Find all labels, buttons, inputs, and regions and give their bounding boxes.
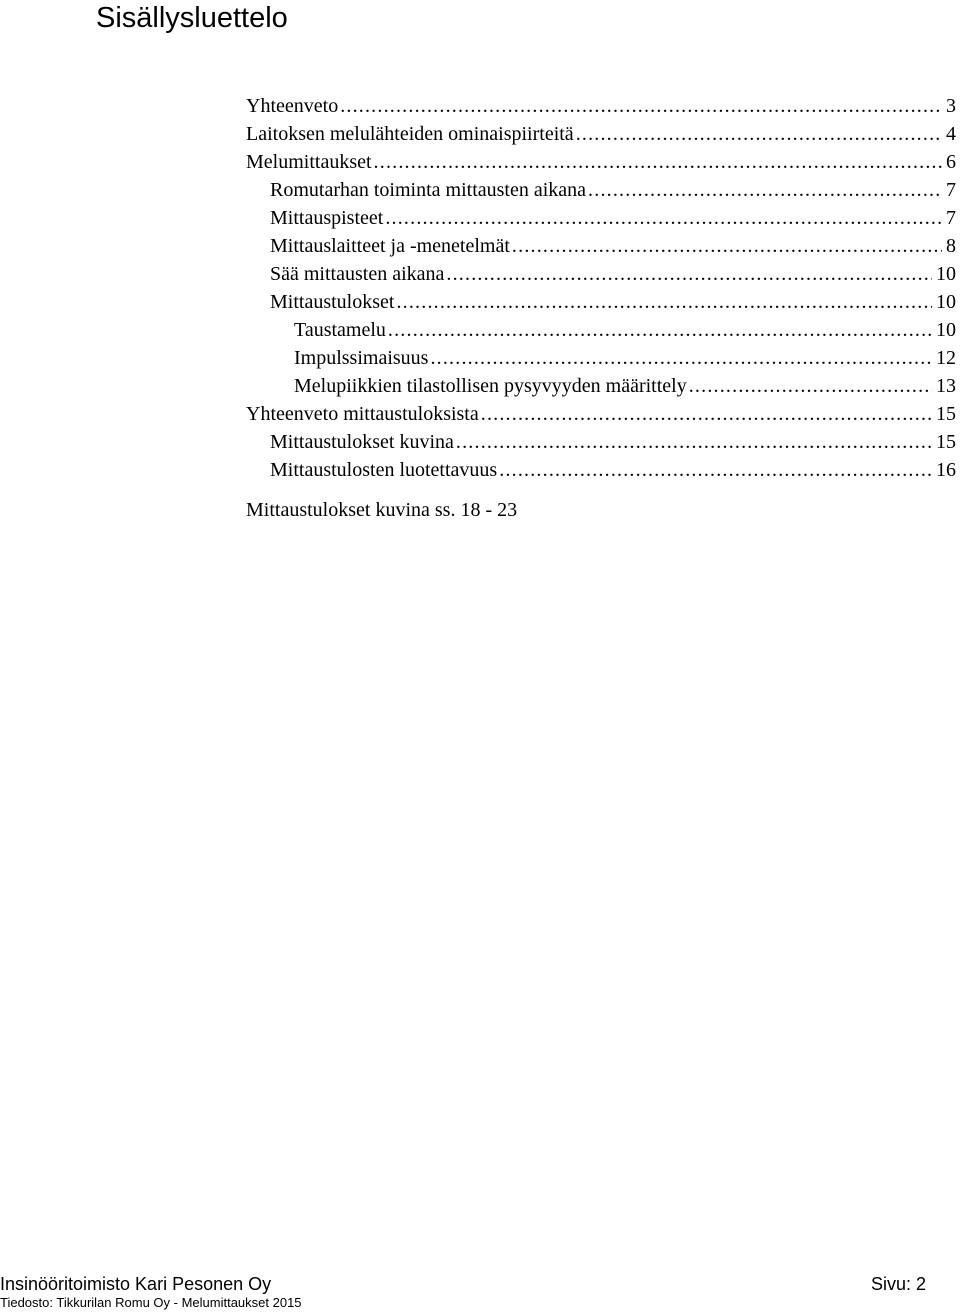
toc-dot-leader — [689, 372, 932, 400]
toc-entry-title: Mittauspisteet — [270, 207, 384, 229]
toc-dot-leader — [499, 456, 932, 484]
toc-entry-page: 7 — [946, 207, 956, 229]
toc-dot-leader — [456, 428, 932, 456]
toc-dot-leader — [588, 176, 942, 204]
toc-entry-page: 3 — [946, 95, 956, 117]
toc-entry-page: 16 — [936, 459, 956, 481]
toc-entry-page: 13 — [936, 375, 956, 397]
toc-entry-title: Melumittaukset — [246, 151, 372, 173]
toc-entry-melumittaukset[interactable] — [246, 148, 960, 176]
toc-entry-title: Mittauslaitteet ja -menetelmät — [270, 235, 510, 257]
toc-entry-title: Yhteenveto — [246, 95, 339, 117]
toc-entry-page: 12 — [936, 347, 956, 369]
toc-entry-page: 4 — [946, 123, 956, 145]
toc-dot-leader — [385, 204, 942, 232]
toc-dot-leader — [340, 92, 942, 120]
toc-entry-page: 10 — [936, 291, 956, 313]
toc-entry-page: 10 — [936, 263, 956, 285]
toc-dot-leader — [396, 288, 932, 316]
toc-dot-leader — [430, 344, 932, 372]
toc-entry-page: 10 — [936, 319, 956, 341]
toc-entry-title: Mittaustulokset — [270, 291, 395, 313]
toc-entry-melupiikit[interactable] — [246, 372, 960, 400]
toc-entry-luotettavuus[interactable] — [246, 456, 960, 484]
footer-file-name: Tiedosto: Tikkurilan Romu Oy - Melumittaukset 2015 — [0, 1295, 302, 1310]
toc-entry-romutarhan-toiminta[interactable] — [246, 176, 960, 204]
toc-entry-page: 7 — [946, 179, 956, 201]
toc-dot-leader — [512, 232, 942, 260]
toc-entry-impulssimaisuus[interactable] — [246, 344, 960, 372]
footer-company: Insinööritoimisto Kari Pesonen Oy — [0, 1274, 272, 1294]
toc-entry-title: Laitoksen melulähteiden ominaispiirteitä — [246, 123, 574, 145]
footer-page-number: Sivu: 2 — [870, 1274, 926, 1294]
toc-entry-page: 6 — [946, 151, 956, 173]
toc-dot-leader — [388, 316, 932, 344]
toc-entry-title: Sää mittausten aikana — [270, 263, 445, 285]
toc-dot-leader — [576, 120, 942, 148]
toc-entry-title: Taustamelu — [294, 319, 386, 341]
toc-entry-mittauslaitteet[interactable] — [246, 232, 960, 260]
toc-entry-tulokset-kuvina[interactable] — [246, 428, 960, 456]
toc-entry-title: Romutarhan toiminta mittausten aikana — [270, 179, 587, 201]
table-of-contents — [246, 92, 960, 484]
toc-dot-leader — [481, 400, 932, 428]
figures-note: Mittaustulokset kuvina ss. 18 - 23 — [246, 499, 518, 521]
toc-entry-title: Melupiikkien tilastollisen pysyvyyden määrittely — [294, 375, 687, 397]
toc-entry-title: Impulssimaisuus — [294, 347, 429, 369]
toc-entry-title: Mittaustulokset kuvina — [270, 431, 454, 453]
toc-entry-taustamelu[interactable] — [246, 316, 960, 344]
toc-dot-leader — [446, 260, 932, 288]
toc-entry-melulahteet[interactable] — [246, 120, 960, 148]
toc-entry-mittaustulokset[interactable] — [246, 288, 960, 316]
page-title: Sisällysluettelo — [96, 2, 288, 34]
toc-entry-title: Mittaustulosten luotettavuus — [270, 459, 498, 481]
toc-entry-saa[interactable] — [246, 260, 960, 288]
toc-dot-leader — [374, 148, 942, 176]
toc-entry-page: 15 — [936, 431, 956, 453]
toc-entry-mittauspisteet[interactable] — [246, 204, 960, 232]
toc-entry-yhteenveto-tuloksista[interactable] — [246, 400, 960, 428]
toc-entry-page: 15 — [936, 403, 956, 425]
toc-entry-page: 8 — [946, 235, 956, 257]
toc-entry-yhteenveto[interactable] — [246, 92, 960, 120]
toc-entry-title: Yhteenveto mittaustuloksista — [246, 403, 479, 425]
